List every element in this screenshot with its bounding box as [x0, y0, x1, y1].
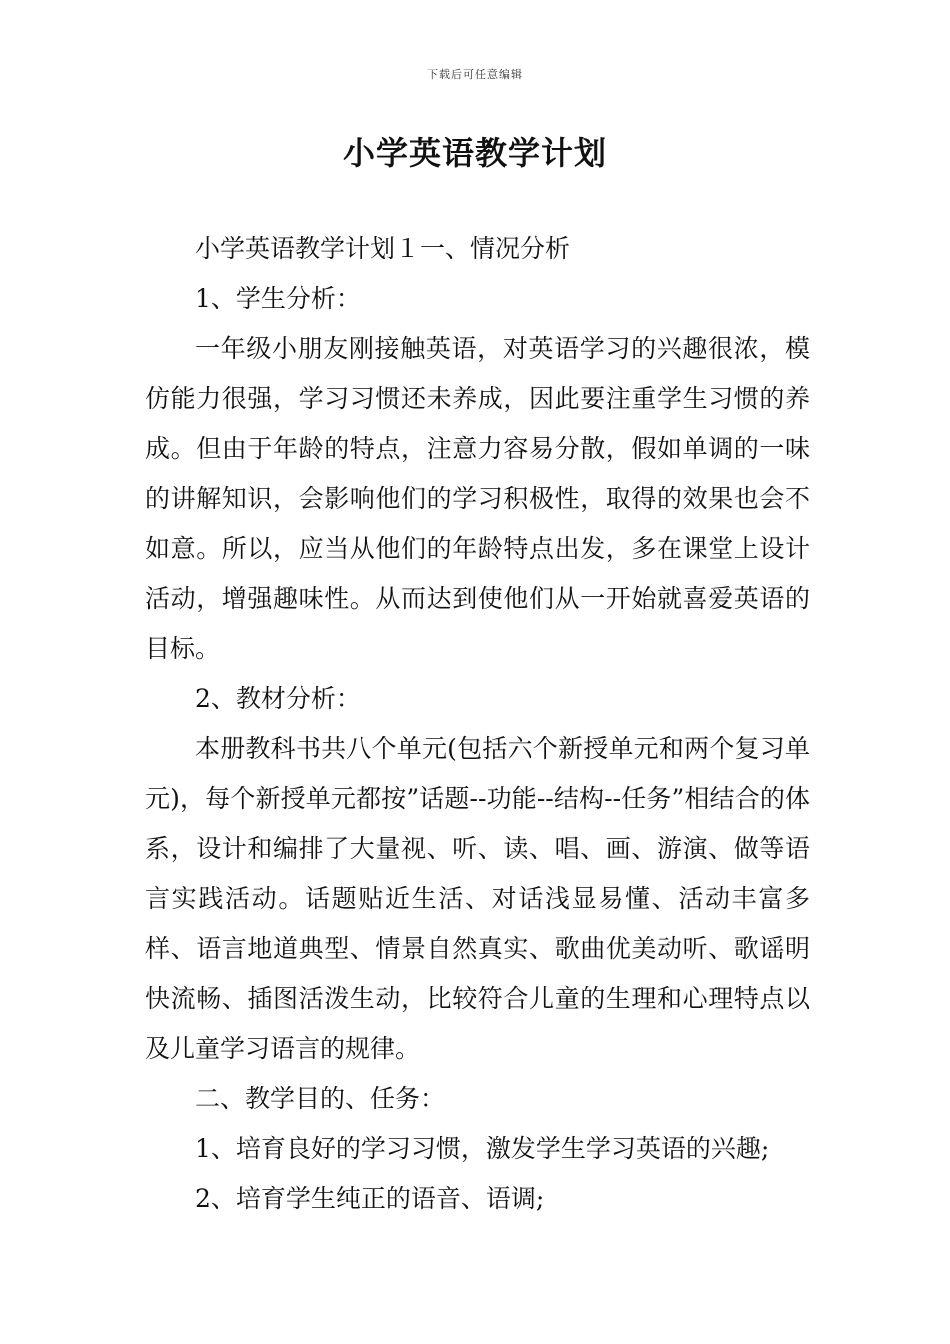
document-title: 小学英语教学计划: [342, 134, 607, 172]
paragraph-textbook-analysis: 本册教科书共八个单元(包括六个新授单元和两个复习单元)，每个新授单元都按”话题--功能--结构--任务”相结合的体系，设计和编排了大量视、听、读、唱、画、游演、做等语言实践活动。话题贴近生活、对话浅显易懂、活动丰富多样、语言地道典型、情景自然真实、歌曲优美动听、歌谣明快流畅、插图活泼生动，比较符合儿童的生理和心理特点以及儿童学习语言的规律。: [145, 734, 810, 1063]
header-note: 下载后可任意编辑: [427, 68, 523, 81]
paragraph-student-analysis-heading: 1、学生分析：: [195, 284, 361, 313]
document-body: [145, 224, 810, 1224]
paragraph-student-analysis: 一年级小朋友刚接触英语，对英语学习的兴趣很浓，模仿能力很强，学习习惯还未养成，因此要注重学生习惯的养成。但由于年龄的特点，注意力容易分散，假如单调的一味的讲解知识，会影响他们的学习积极性，取得的效果也会不如意。所以，应当从他们的年龄特点出发，多在课堂上设计活动，增强趣味性。从而达到使他们从一开始就喜爱英语的目标。: [145, 334, 810, 663]
paragraph-goals-heading: 二、教学目的、任务：: [195, 1084, 446, 1113]
paragraph-textbook-analysis-heading: 2、教材分析：: [195, 684, 361, 713]
paragraph-goal-2: 2、培育学生纯正的语音、语调;: [195, 1184, 545, 1213]
paragraph-goal-1: 1、培育良好的学习习惯，激发学生学习英语的兴趣;: [195, 1134, 770, 1163]
paragraph-section-heading: 小学英语教学计划１一、情况分析: [195, 234, 571, 263]
